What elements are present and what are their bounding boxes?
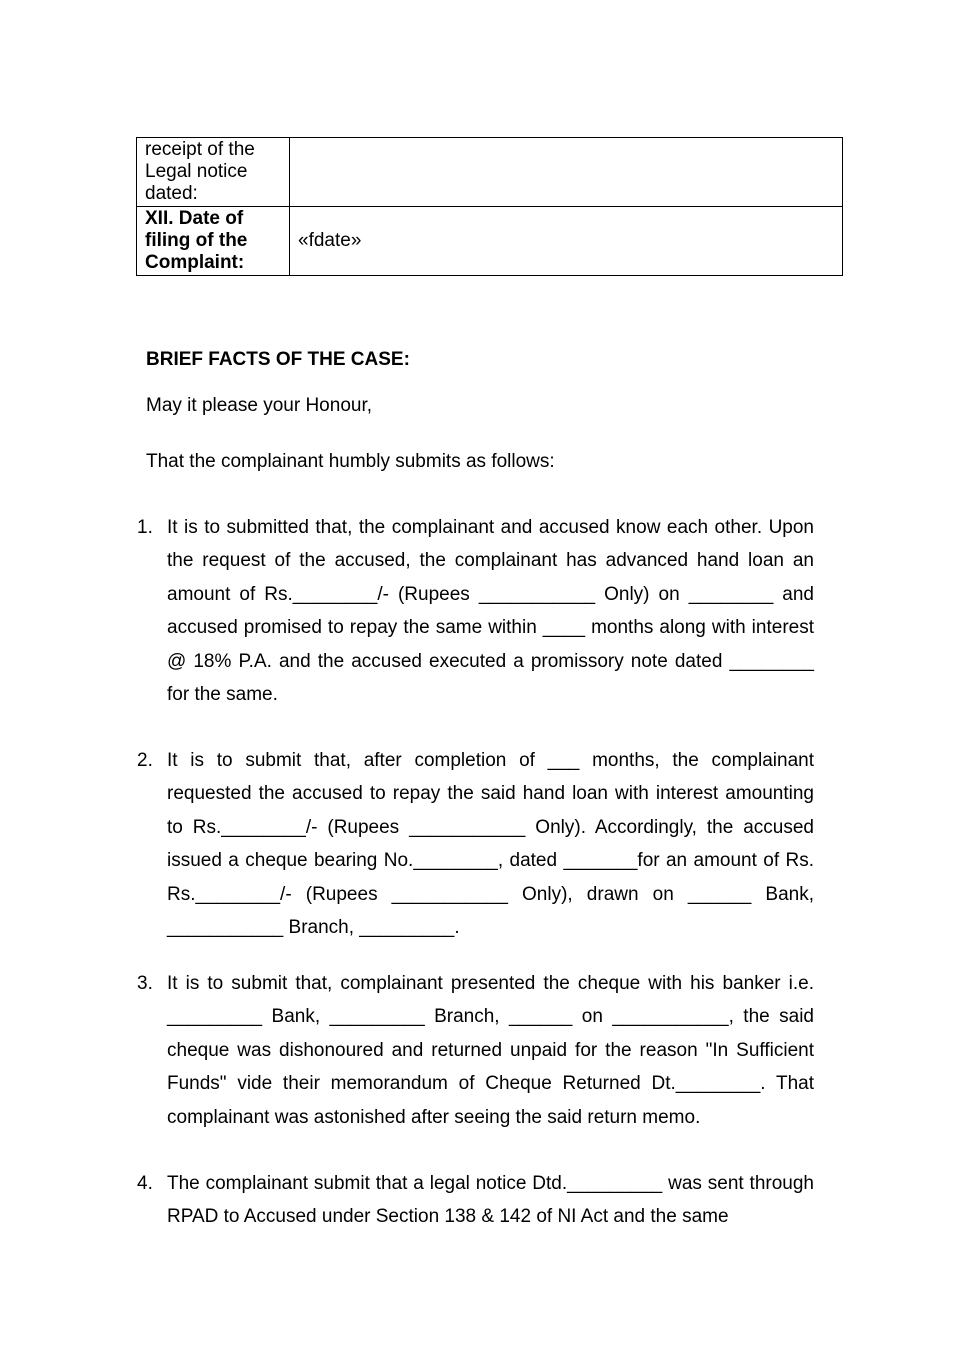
fact-text: It is to submitted that, the complainant and accused know each other. Upon the request of the accused, the complainant has advanced hand loan an amount of Rs.________/- (Rupees ___________ Only) on ________ and accused promised to repay the same within ____ months along with interest @ 18% P.A. and the accused executed a promissory note dated ________ for the same.	[167, 517, 814, 706]
legal-notice-receipt-value	[290, 138, 843, 207]
fact-text: It is to submit that, complainant presented the cheque with his banker i.e. _________ Bank, _________ Branch, ______ on ___________, the said cheque was dishonoured and returned unpaid for the reason "In Sufficient Funds" vide their memorandum of Cheque Returned Dt.________. That complainant was astonished after seeing the said return memo.	[167, 973, 814, 1128]
fact-number: 3.	[137, 973, 153, 994]
salutation: May it please your Honour,	[146, 395, 373, 416]
fact-item-4	[136, 1167, 814, 1234]
fact-item-1	[136, 511, 814, 711]
table-row	[137, 207, 843, 276]
fact-number: 4.	[137, 1173, 153, 1194]
legal-notice-receipt-label: receipt of the Legal notice dated:	[137, 138, 290, 207]
fact-number: 2.	[137, 750, 153, 771]
intro-paragraph: That the complainant humbly submits as follows:	[146, 451, 555, 472]
case-details-table	[136, 137, 843, 276]
fact-text: The complainant submit that a legal notice Dtd._________ was sent through RPAD to Accused under Section 138 & 142 of NI Act and the same	[167, 1173, 814, 1228]
filing-date-label: XII. Date of filing of the Complaint:	[137, 207, 290, 276]
filing-date-value: «fdate»	[290, 207, 843, 276]
fact-item-3	[136, 967, 814, 1134]
fact-text: It is to submit that, after completion of ___ months, the complainant requested the accused to repay the said hand loan with interest amounting to Rs.________/- (Rupees ___________ Only). Accordingly, the accused issued a cheque bearing No.________, dated _______for an amount of Rs. Rs.________/- (Rupees ___________ Only), drawn on ______ Bank, ___________ Branch, _________.	[167, 750, 814, 939]
fact-item-2	[136, 744, 814, 944]
section-heading: BRIEF FACTS OF THE CASE:	[146, 349, 410, 370]
fact-number: 1.	[137, 517, 153, 538]
table-row	[137, 138, 843, 207]
